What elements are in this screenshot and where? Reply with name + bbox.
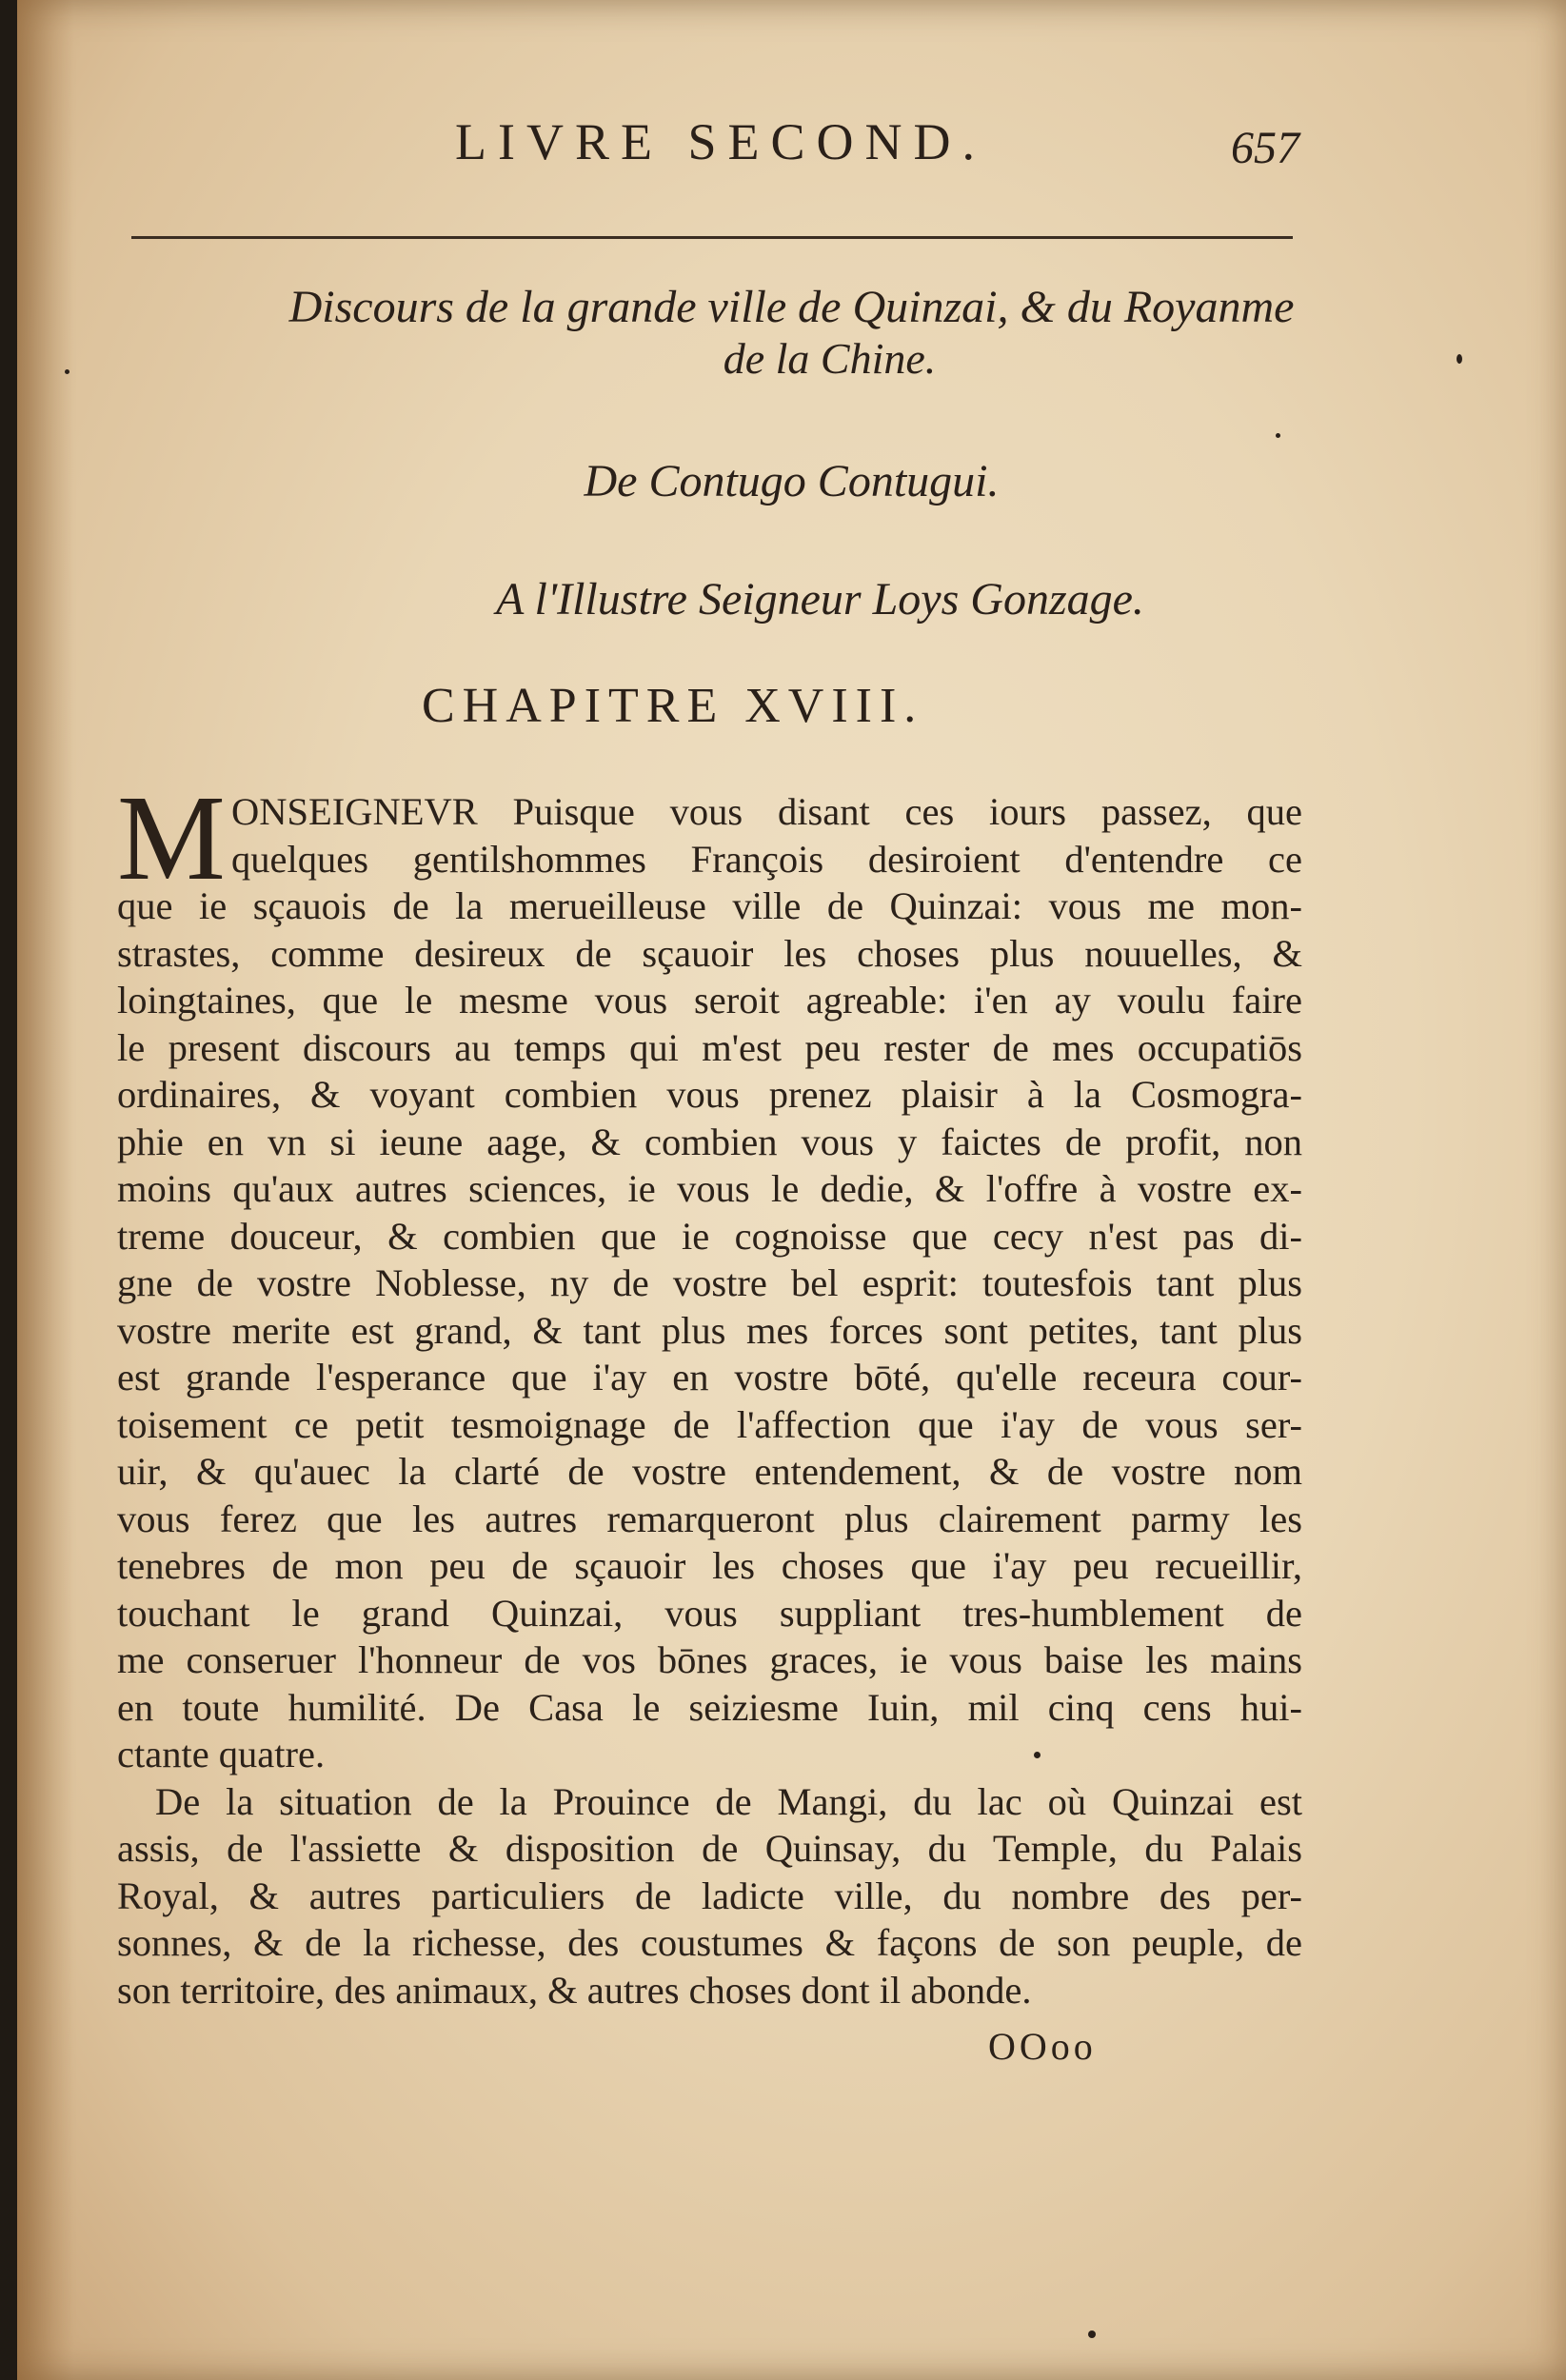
discourse-title-line1: Discours de la grande ville de Quinzai, & du Royanme <box>288 282 1295 332</box>
text-line: vous ferez que les autres remarqueront plus clairement parmy les <box>117 1497 1302 1540</box>
text-line: vostre merite est grand, & tant plus mes forces sont petites, tant plus <box>117 1308 1302 1352</box>
text-line: strastes, comme desireux de sçauoir les choses plus nouuelles, & <box>117 931 1302 975</box>
text-line: quelques gentilshommes François desiroient d'entendre ce <box>231 837 1302 881</box>
ink-speck <box>65 369 69 374</box>
text-line: ctante quatre. <box>117 1733 326 1775</box>
text-line: treme douceur, & combien que ie cognoisse que cecy n'est pas di- <box>117 1214 1302 1258</box>
drop-cap: M <box>117 770 226 905</box>
ink-speck <box>1088 2330 1096 2338</box>
chapter-heading: CHAPITRE XVIII. <box>422 679 924 733</box>
book-page <box>17 0 1566 2380</box>
text-line: ONSEIGNEVR Puisque vous disant ces iours passez, que <box>231 790 1302 833</box>
running-title: LIVRE SECOND. <box>455 113 986 170</box>
summary-line: De la situation de la Prouince de Mangi, du lac où Quinzai est <box>155 1779 1302 1823</box>
text-line: est grande l'esperance que i'ay en vostre bōté, qu'elle receura cour- <box>117 1356 1302 1398</box>
text-line: tenebres de mon peu de sçauoir les choses que i'ay peu recueillir, <box>117 1544 1302 1587</box>
text-line: gne de vostre Noblesse, ny de vostre bel esprit: toutesfois tant plus <box>117 1261 1302 1304</box>
text-line: moins qu'aux autres sciences, ie vous le dedie, & l'offre à vostre ex- <box>117 1167 1302 1210</box>
dedication-line: A l'Illustre Seigneur Loys Gonzage. <box>496 574 1144 625</box>
text-line: en toute humilité. De Casa le seiziesme Iuin, mil cinq cens hui- <box>117 1685 1302 1729</box>
summary-line: Royal, & autres particuliers de ladicte ville, du nombre des per- <box>117 1874 1302 1917</box>
text-line: le present discours au temps qui m'est peu rester de mes occupatiōs <box>117 1025 1302 1069</box>
text-line: toisement ce petit tesmoignage de l'affection que i'ay de vous ser- <box>117 1402 1302 1446</box>
discourse-title-line2: de la Chine. <box>723 334 937 383</box>
text-line: touchant le grand Quinzai, vous suppliant tres-humblement de <box>117 1591 1302 1635</box>
summary-line: assis, de l'assiette & disposition de Quinsay, du Temple, du Palais <box>117 1827 1302 1870</box>
text-line: loingtaines, que le mesme vous seroit agreable: i'en ay voulu faire <box>117 979 1302 1021</box>
ink-speck <box>1034 1752 1041 1758</box>
page-number: 657 <box>1231 123 1299 173</box>
dedicatory-letter <box>117 770 1302 2013</box>
summary-line: son territoire, des animaux, & autres choses dont il abonde. <box>117 1968 1032 2012</box>
text-line: ordinaires, & voyant combien vous prenez plaisir à la Cosmogra- <box>117 1073 1302 1116</box>
text-line: phie en vn si ieune aage, & combien vous y faictes de profit, non <box>117 1120 1302 1163</box>
ink-speck <box>1276 433 1280 438</box>
text-line: uir, & qu'auec la clarté de vostre entendement, & de vostre nom <box>117 1450 1302 1493</box>
text-line: me conseruer l'honneur de vos bōnes graces, ie vous baise les mains <box>117 1638 1302 1681</box>
catchword: OOoo <box>988 2025 1097 2068</box>
running-head <box>17 112 1566 188</box>
ink-speck <box>1457 354 1462 364</box>
summary-line: sonnes, & de la richesse, des coustumes & façons de son peuple, de <box>117 1921 1302 1964</box>
head-rule <box>131 236 1293 239</box>
text-line: que ie sçauois de la merueilleuse ville de Quinzai: vous me mon- <box>117 884 1302 927</box>
author-line: De Contugo Contugui. <box>584 456 1000 506</box>
